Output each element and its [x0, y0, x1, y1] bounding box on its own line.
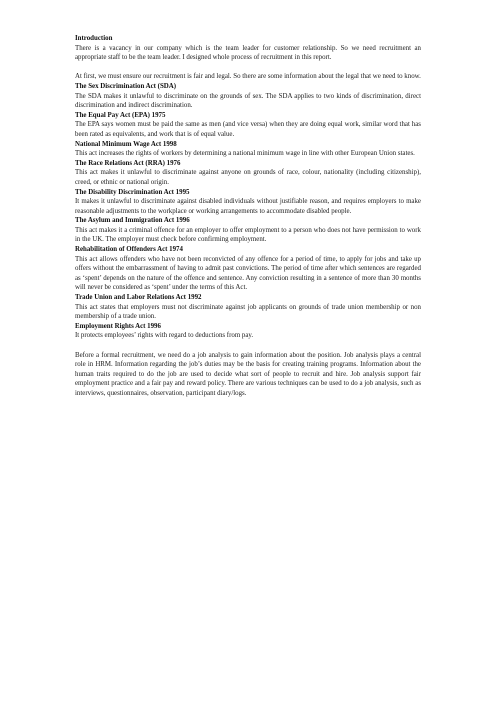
job-analysis-paragraph: Before a formal recruitment, we need do a job analysis to gain information about the position. Job analysis plays a central role in HRM. Information regarding the job’s duties may be the basis for creating training programs. Information about the human traits required to do the job are used to decide what sort of people to recruit and hire. Job analysis support fair employment practice and a fair pay and reward policy. There are various techniques can be used to do a job analysis, such as interviews, questionnaires, observation, participant diary/logs. — [75, 351, 421, 397]
act-text-epa: The EPA says women must be paid the same as men (and vice versa) when they are doing equal work, similar word that has been rated as equivalents, and work that is of equal value. — [75, 121, 421, 138]
intro-heading: Introduction — [75, 35, 113, 42]
act-text-nmw: This act increases the rights of workers by determining a national minimum wage in line with other European Union states. — [75, 150, 415, 158]
document-page — [75, 34, 421, 399]
act-text-sda: The SDA makes it unlawful to discriminate on the grounds of sex. The SDA applies to two kinds of discrimination, direct discrimination and indirect discrimination. — [75, 92, 421, 110]
paragraph-gap — [75, 341, 421, 351]
act-text-trade-union: This act states that employers must not discriminate against job applicants on grounds of trade union membership or non membership of a trade union. — [75, 303, 421, 321]
act-title-rehabilitation: Rehabilitation of Offenders Act 1974 — [75, 246, 183, 254]
act-title-asylum: The Asylum and Immigration Act 1996 — [75, 217, 190, 225]
act-title-epa: The Equal Pay Act (EPA) 1975 — [75, 111, 166, 119]
act-title-trade-union: Trade Union and Labor Relations Act 1992 — [75, 294, 202, 302]
act-text-dda: It makes it unlawful to discriminate against disabled individuals without justifiable reason, and requires employers to make reasonable adjustments to the workplace or working arrangements to accommodate disabled people. — [75, 198, 421, 215]
act-text-rra: This act makes it unlawful to discriminate against anyone on grounds of race, colour, nationality (including citizenship), creed, or ethnic or national origin. — [75, 169, 421, 186]
act-title-sda: The Sex Discrimination Act (SDA) — [75, 82, 177, 90]
act-text-employment-rights: It protects employees’ rights with regard to deductions from pay. — [75, 332, 254, 340]
act-title-rra: The Race Relations Act (RRA) 1976 — [75, 159, 181, 167]
act-title-employment-rights: Employment Rights Act 1996 — [75, 322, 161, 330]
act-title-nmw: National Minimum Wage Act 1998 — [75, 140, 177, 148]
paragraph-gap — [75, 63, 421, 73]
legal-paragraph: At first, we must ensure our recruitment is fair and legal. So there are some information about the legal that we need to know. — [75, 73, 421, 81]
act-title-dda: The Disability Discrimination Act 1995 — [75, 188, 190, 196]
act-text-rehabilitation: This act allows offenders who have not been reconvicted of any offence for a period of time, to apply for jobs and take up offers without the embarrassment of having to admit past convictions. The period of time after which sentences are regarded as ‘spent’ depends on the nature of the offence and sentence. Any conviction resulting in a sentence of more than 30 months will never be considered as ‘spent’ under the terms of this Act. — [75, 255, 421, 292]
act-text-asylum: This act makes it a criminal offence for an employer to offer employment to a person who does not have permission to work in the UK. The employer must check before confirming employment. — [75, 226, 421, 244]
intro-paragraph: There is a vacancy in our company which is the team leader for customer relationship. So we need recruitment an appropriate staff to be the team leader. I designed whole process of recruitment in this report. — [75, 44, 421, 62]
